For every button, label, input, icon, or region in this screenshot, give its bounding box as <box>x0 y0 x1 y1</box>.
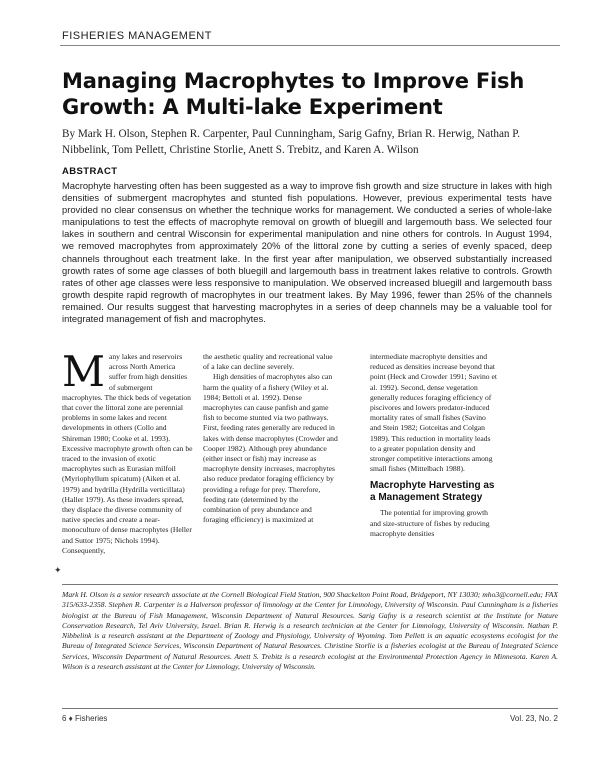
footnote-divider <box>62 584 558 585</box>
body-paragraph: any lakes and reservoirs across North America suffer from high densities of submergent macrophytes. The thick beds of vegetation that cover the littoral zone are perennial problems in some lakes and recent developments in others (Collo and Shireman 1980; Cooke et al. 1993). Excessive macrophyte growth often can be traced to the invasion of exotic macrophytes such as Eurasian milfoil (Myriophyllum spicatum) (Aiken et al. 1979) and hydrilla (Hydrilla verticillata) (Haller 1979). As these invaders spread, they displace the diverse community of native species and create a near-monoculture of dense macrophytes (Heller and Suttor 1975; Nichols 1994). Consequently, <box>62 352 193 555</box>
body-paragraph: High densities of macrophytes also can harm the quality of a fishery (Wiley et al. 1984; Bettoli et al. 1992). Dense macrophytes can cause panfish and game fish to become stunted via two pathways. First, feeding rates generally are reduced in lakes with dense macrophytes (Crowder and Cooper 1982). Although prey abundance (either insect or fish) may increase as macrophyte density increases, macrophytes also reduce predator foraging efficiency by providing a refuge for prey. Therefore, feeding rate (determined by the combination of prey abundance and foraging efficiency) is maximized at <box>203 372 338 525</box>
section-subheading: Macrophyte Harvesting as a Management Strategy <box>370 480 495 504</box>
drop-cap: M <box>62 347 106 396</box>
abstract-text: Macrophyte harvesting often has been suggested as a way to improve fish growth and size structure in lakes with high densities of submergent macrophytes and stunted fish populations. However, previous experimental tests have provided no clear consensus on whether the technique works for management. We conducted a series of whole-lake manipulations to test the effects of macrophyte removal on growth of bluegill and largemouth bass. We selected four lakes in southern and central Wisconsin for experimental manipulation and nine others for controls. In August 1994, we removed macrophytes from approximately 20% of the littoral zone by cutting a series of evenly spaced, deep channels throughout each treatment lake. In the first year after manipulation, we observed substantially increased growth rates of some age classes of both bluegill and largemouth bass in treatment lakes relative to controls. Growth rates of other age classes were less responsive to manipulation. We observed increased bluegill and largemouth bass growth despite rapid regrowth of macrophytes in our treatment lakes. By May 1996, fewer than 25% of the channels remained. Our results suggest that harvesting macrophytes in a series of deep channels may be a valuable tool for integrated management of fish and macrophytes. <box>62 180 552 325</box>
body-column-3 <box>370 352 558 539</box>
body-column-2 <box>203 352 338 525</box>
plus-icon: ✦ <box>54 566 62 576</box>
footer-divider <box>62 708 558 709</box>
volume-issue: Vol. 23, No. 2 <box>509 714 558 723</box>
body-column-1 <box>62 347 194 556</box>
section-header: FISHERIES MANAGEMENT <box>62 30 212 42</box>
article-title: Managing Macrophytes to Improve Fish Growth: A Multi-lake Experiment <box>62 69 525 119</box>
author-list: By Mark H. Olson, Stephen R. Carpenter, Paul Cunningham, Sarig Gafny, Brian R. Herwig, Nathan P. Nibbelink, Tom Pellett, Christine Storlie, Anett S. Trebitz, and Karen A. Wilson <box>62 128 521 156</box>
body-paragraph: intermediate macrophyte densities and reduced as densities increase beyond that point (Heck and Crowder 1991; Savino et al. 1992). Second, dense vegetation generally reduces foraging efficiency of piscivores and lowers predator-induced mortality rates of small fishes (Savino and Stein 1982; Gotceitas and Colgan 1989). This reduction in mortality leads to a greater population density and stronger competitive interactions among small fishes (Mittelbach 1988). <box>370 352 497 474</box>
page-number: 6 ♦ Fisheries <box>62 714 108 723</box>
body-paragraph: the aesthetic quality and recreational value of a lake can decline severely. <box>203 352 333 372</box>
author-affiliations: Mark H. Olson is a senior research associate at the Cornell Biological Field Station, 900 Shackelton Point Road, Bridgeport, NY 13030; mho3@cornell.edu; FAX 315/633-2358. Stephen R. Carpenter is a Halverson professor of limnology at the Center for Limnology, University of Wisconsin. Paul Cunningham is a fisheries biologist at the Bureau of Fish Management, Wisconsin Department of Natural Resources. Sarig Gafny is a research scientist at the Institute for Nature Conservation Research, Tel Aviv University, Israel. Brian R. Herwig is a research technician at the Center for Limnology, University of Wisconsin. Nathan P. Nibbelink is a research assistant at the Department of Zoology and Physiology, University of Wyoming. Tom Pellett is an aquatic ecosystems ecologist for the Bureau of Integrated Science Services, Wisconsin Department of Natural Resources. Christine Storlie is a fisheries ecologist at the Bureau of Integrated Science Services, Wisconsin Department of Natural Resources. Anett S. Trebitz is a research ecologist at the Environmental Protection Agency in Minnesota. Karen A. Wilson is a research assistant at the Center for Limnology, University of Wisconsin. <box>62 590 558 672</box>
abstract-heading: ABSTRACT <box>62 166 118 177</box>
section-divider <box>60 45 560 46</box>
body-paragraph: The potential for improving growth and size-structure of fishes by reducing macrophyte densities <box>370 508 490 538</box>
